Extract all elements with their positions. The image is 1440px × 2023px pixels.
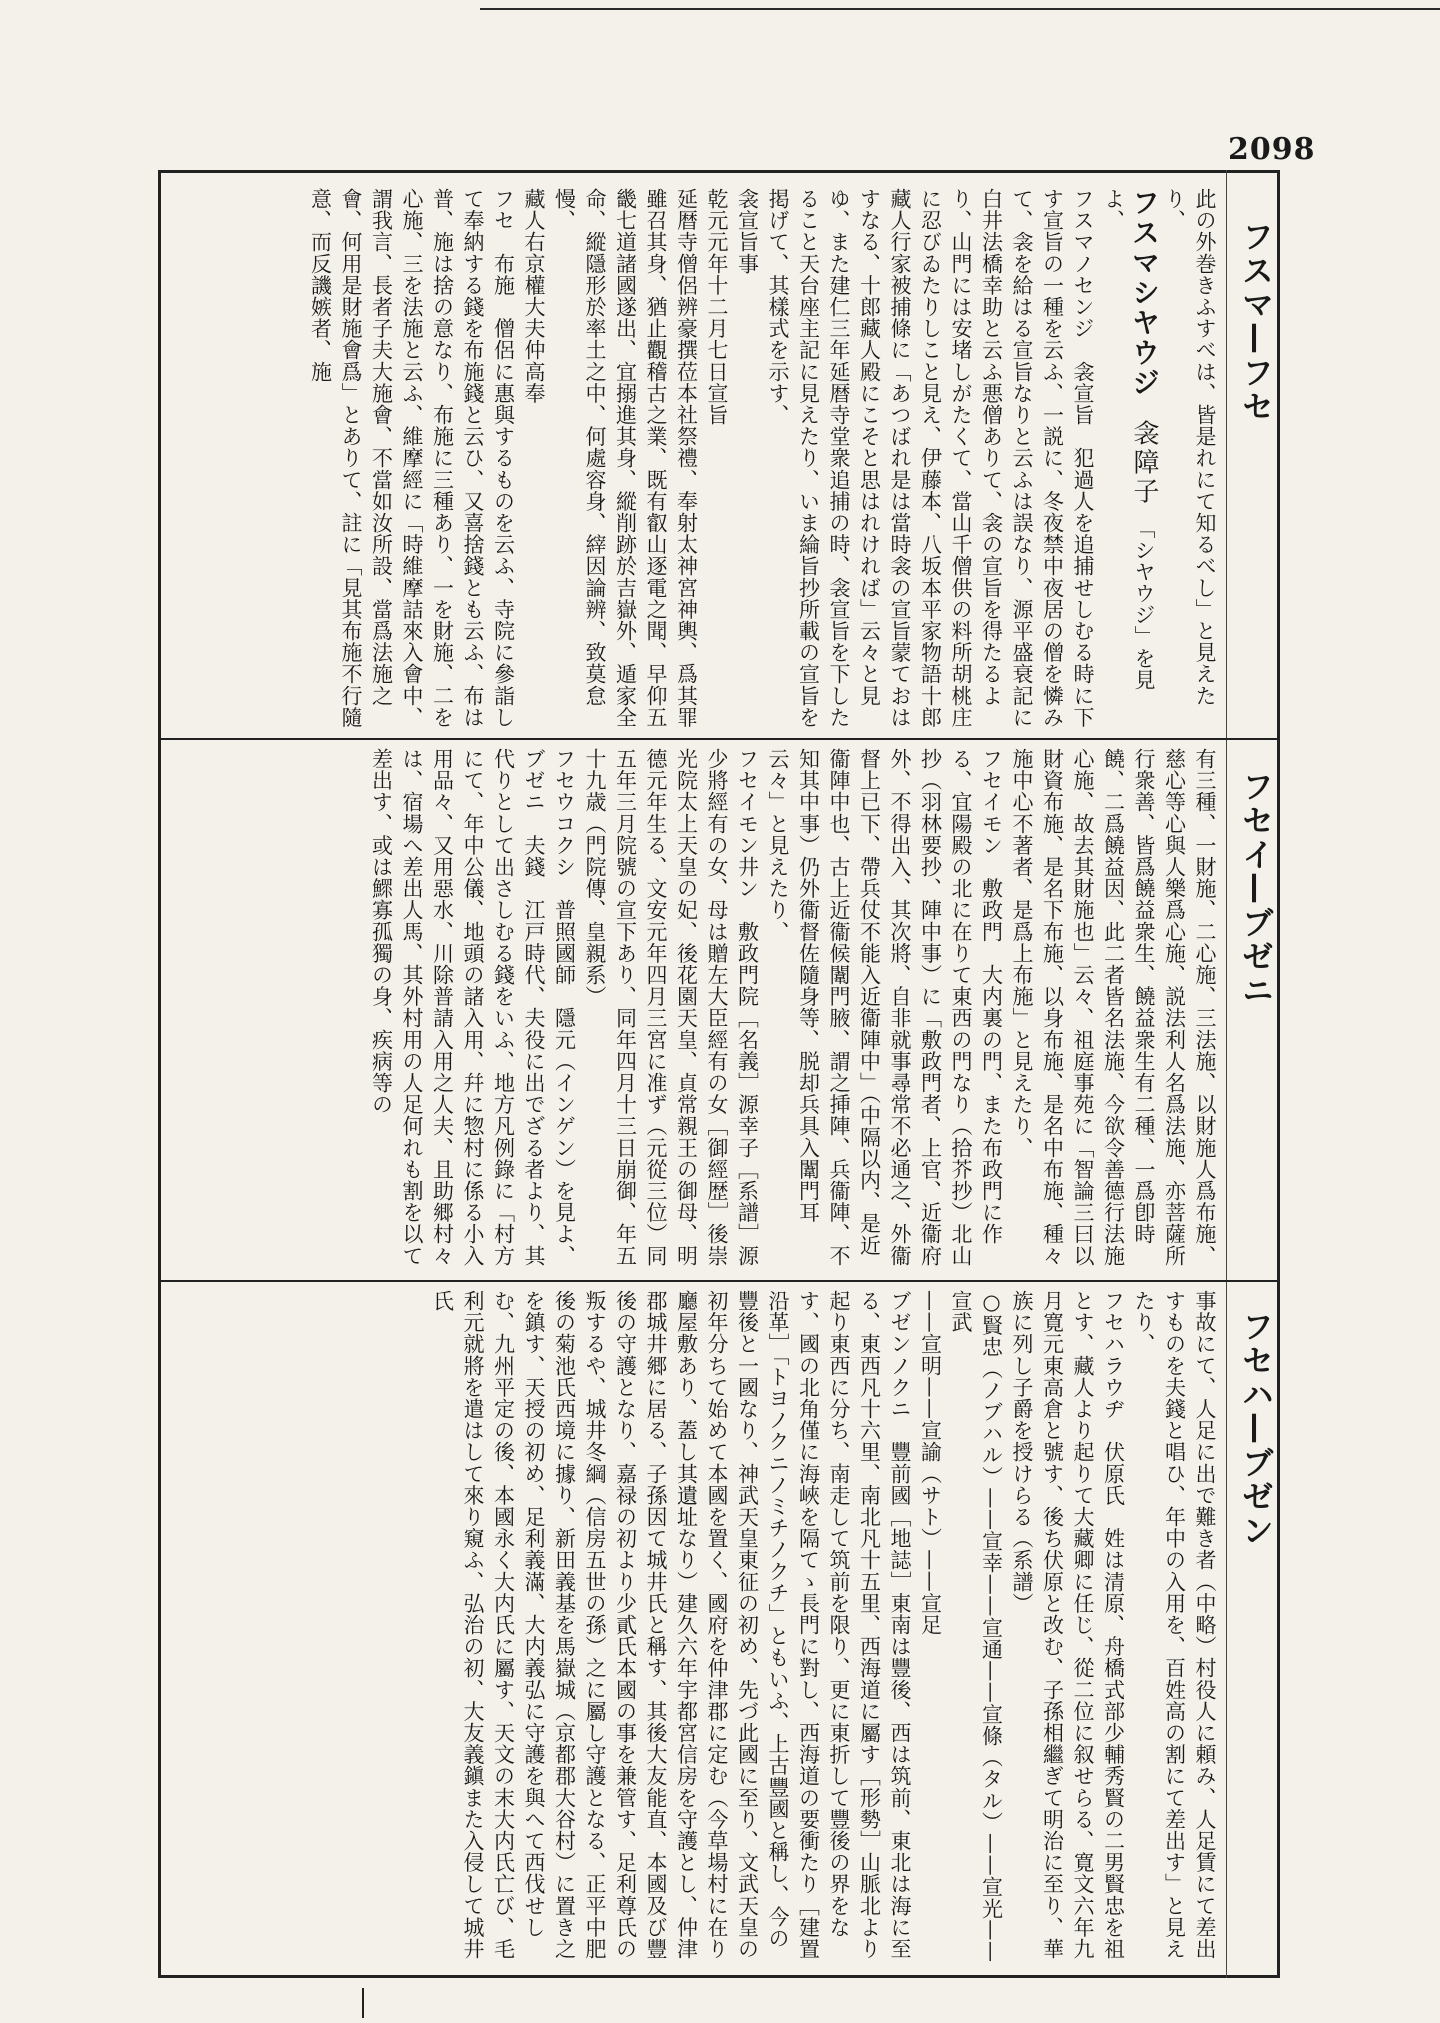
scan-artifact-mark xyxy=(362,1988,364,2018)
top-rule xyxy=(480,8,1440,10)
section-divider-lower xyxy=(158,1280,1280,1282)
genealogy-line-1: ○賢忠（ノブハル）——宣幸——宣通——宣條（タル）——宣光——宣武 xyxy=(949,1290,1004,1963)
page-number: 2098 xyxy=(1228,132,1316,167)
entry-buzeni: ブゼニ 夫錢 江戸時代、夫役に出でざる者より、其代りとして出さしむる錢をいふ、地方凡例錄に「村方にて、年中公儀、地頭の諸入用、幷に惣村に係る小入用品々、又用惡水、川除普請入用之人夫、且助郷村々は、宿場へ差出人馬、其外村用の人足何れも割を以て差出す、或は鰥寡孤獨の身、疾病等の xyxy=(369,748,546,1267)
section-header-lower: フセハ—ブゼン xyxy=(1237,1310,1275,1548)
entry-continuation: 有三種、一財施、二心施、三法施、以財施人爲布施、慈心等心與人樂爲心施、説法利人名爲法施、亦菩薩所行衆善、皆爲饒益衆生、饒益衆生有二種、一爲卽時饒、二爲饒益因、此二者皆名法施、今欲令善德行法施心施、故去其財施也」云々、祖庭事苑に「智論三曰以財資布施、是名下布施、以身布施、是名中布施、種々施中心不著者、是爲上布施」と見えたり、 xyxy=(1010,748,1217,1267)
entry-fusuma-shouji xyxy=(1098,188,1159,732)
entry-fusuma-no-senji: フスマノセンジ 衾宣旨 犯過人を追捕せしむる時に下す宣旨の一種を云ふ、一説に、冬夜禁中夜居の僧を憐みて、衾を給はる宣旨なりと云ふは誤なり、源平盛衰記に白井法橋幸助と云ふ悪僧ありて、衾の宣旨を得たるより、山門には安堵しがたくて、當山千僧供の料所胡桃庄に忍びゐたりしこと見え、伊藤本、八坂本平家物語十郎藏人行家被捕條に「あつばれ是は當時衾の宣旨蒙ておはすなる、十郎藏人殿にこそと思はれければ」云々と見ゆ、また建仁三年延暦寺堂衆追捕の時、衾宣旨を下したること天台座主記に見えたり、いま綸旨抄所載の宣旨を掲げて、其樣式を示す、 xyxy=(766,188,1095,728)
lower-text-block xyxy=(166,1290,1220,1970)
header-column-divider-1 xyxy=(1226,170,1227,738)
quoted-heading: 衾宣旨事 xyxy=(735,188,760,275)
entry-fuseimon-in: フセイモン井ン 敷政門院［名義］源幸子［系譜］源少將經有の女、母は贈左大臣經有の女［御經歴］後崇光院太上天皇の妃、後花園天皇、貞常親王の御母、明德元年生る、文安元年四月三宮に准ず（元從三位）同五年三月院號の宣下あり、同年四月十三日崩御、年五十九歳（門院傳、皇親系） xyxy=(583,748,760,1267)
entry-fusehara-uji: フセハラウヂ 伏原氏 姓は清原、舟橋式部少輔秀賢の二男賢忠を祖とす、藏人より起りて大藏卿に任じ、從二位に叙せらる、寛文六年九月寛元東高倉と號す、後ち伏原と改む、子孫相繼ぎて明治に至り、華族に列し子爵を授けらる（系譜） xyxy=(1010,1290,1126,1960)
upper-text-block xyxy=(166,188,1220,732)
entry-buzen-no-kuni: ブゼンノクニ 豐前國［地誌］東南は豐後、西は筑前、東北は海に至る、東西凡十六里、南北凡十五里、西海道に屬す［形勢］山脈北より起り東西に分ち、南走して筑前を限り、更に東折して豐後の界をなす、國の北角僅に海峽を隔てゝ長門に對し、西海道の要衝たり［建置沿革］「トヨノクニノミチノクチ」ともいふ、上古豐國と稱し、今の豐後と一國なり、神武天皇東征の初め、先づ此國に至り、文武天皇の初年分ちて始めて本國を置く、國府を仲津郡に定む（今草場村に在り廳屋敷あり、蓋し其遺址なり）建久六年宇都宮信房を守護とし、仲津郡城井郷に居る、子孫因て城井氏と稱す、其後大友能直、本國及び豐後の守護となり、嘉禄の初より少貳氏本國の事を兼管す、足利尊氏の叛するや、城井冬綱（信房五世の孫）之に屬し守護となる、正平中肥後の菊池氏西境に據り、新田義基を馬嶽城（京都郡大谷村）に置き之を鎮す、天授の初め、足利義滿、大内義弘に守護を與へて西伐せしむ、九州平定の後、本國永く大内氏に屬す、天文の末大内氏亡び、毛利元就將を遣はして來り窺ふ、弘治の初、大友義鎭また入侵して城井氏 xyxy=(430,1290,912,1960)
entry-continuation: 此の外巻きふすべは、皆是れにて知るべし」と見えたり、 xyxy=(1162,188,1217,707)
header-column-divider-2 xyxy=(1226,740,1227,1280)
quoted-date: 乾元元年十二月七日宣旨 xyxy=(705,188,729,426)
quoted-signature: 藏人右京權大夫仲高奉 xyxy=(522,188,546,404)
header-column-divider-3 xyxy=(1226,1282,1227,1978)
entry-fuseu-kokushi: フセウコクシ 普照國師 隱元（インゲン）を見よ、 xyxy=(552,748,577,1267)
section-header-upper: フスマ—フセ xyxy=(1237,220,1275,424)
section-header-middle: フセイ—ブゼニ xyxy=(1237,770,1275,1008)
headword: フスマシヤウジ xyxy=(1128,188,1161,398)
section-divider-upper xyxy=(158,738,1280,740)
genealogy-line-2: ——宣明——宣諭（サト）——宣足 xyxy=(918,1290,943,1636)
entry-fuse: フセ 布施 僧侶に惠與するものを云ふ、寺院に參詣して奉納する錢を布施錢と云ひ、又喜捨錢とも云ふ、布は普、施は捨の意なり、布施に三種あり、一を財施、二を心施、三を法施と云ふ、維摩經に「時維摩詰來入會中、謂我言、長者子夫大施會、不當如汝所設、當爲法施之會、何用是財施會爲」とありて、註に「見其布施不行隨意、而反譏嫉者、施 xyxy=(308,188,516,728)
quoted-document: 延暦寺僧侶辨豪撰莅本社祭禮、奉射太神宮神輿、爲其罪雖召其身、猶止觀稽古之業、既有叡山逐電之聞、早仰五畿七道諸國遂出、宜搦進其身、縱削跡於吉嶽外、遁家全命、縱隱形於率土之中、何處容身、縡因論辨、致莫怠慢、 xyxy=(552,188,699,728)
middle-text-block xyxy=(166,748,1220,1274)
entry-body: 「シヤウジ」を見よ、 xyxy=(1101,188,1156,691)
entry-continuation: 事故にて、人足に出で難き者（中略）村役人に頼み、人足賃にて差出すものを夫錢と唱ひ、年中の入用を、百姓高の割にて差出す」と見えたり、 xyxy=(1132,1290,1217,1960)
entry-title: 衾障子 xyxy=(1129,419,1159,507)
entry-fuseimon: フセイモン 敷政門 大内裏の門、また布政門に作る、宜陽殿の北に在りて東西の門なり（拾芥抄）北山抄（羽林要抄、陣中事）に「敷政門者、上官、近衞府外、不得出入、其次將、自非就事尋常不必通之、外衞督上已下、帶兵仗不能入近衞陣中」（中隔以内、是近衞陣中也、古上近衞候闈門腋、謂之挿陣、兵衞陣、不知其中事）仍外衞督佐隨身等、脱却兵具入闈門耳云々」と見えたり、 xyxy=(766,748,1004,1267)
